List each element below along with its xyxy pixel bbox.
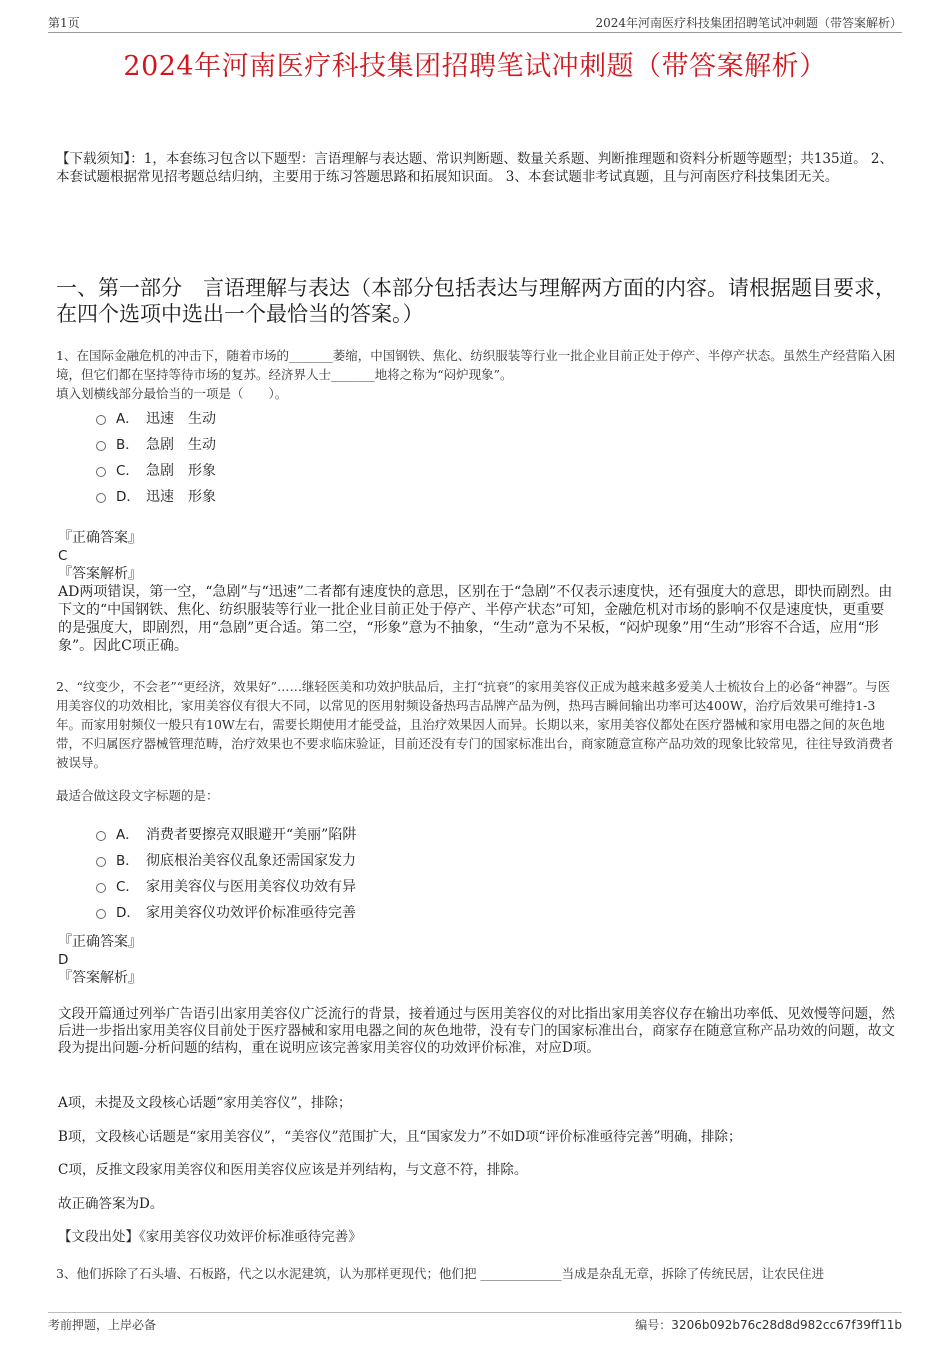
analysis-note-c: C项，反推文段家用美容仪和医用美容仪应该是并列结构，与文意不符，排除。 — [58, 1162, 528, 1178]
section-heading: 一、第一部分 言语理解与表达（本部分包括表达与理解两方面的内容。请根据题目要求，在四个选项中选出一个最恰当的答案。） — [56, 276, 896, 326]
analysis-conclusion: 故正确答案为D。 — [58, 1196, 164, 1212]
footer-code: 编号：3206b092b76c28d8d982cc67f39ff11b — [635, 1318, 902, 1332]
radio-icon[interactable] — [96, 441, 106, 451]
page-number: 第1页 — [48, 16, 80, 30]
question-2-stem — [56, 677, 898, 805]
answer-value: D — [58, 952, 69, 968]
analysis-note-b: B项，文段核心话题是“家用美容仪”，“美容仪”范围扩大，且“国家发力”不如D项“评价标准亟待完善”明确，排除； — [58, 1129, 742, 1145]
question-2-prompt: 最适合做这段文字标题的是： — [56, 788, 219, 803]
question-3-stem: 3、他们拆除了石头墙、石板路，代之以水泥建筑，认为那样更现代；他们把 _____________当成是杂乱无章，拆除了传统民居，让农民住进 — [56, 1266, 825, 1281]
option-q1-d[interactable]: D． 迅速 形象 — [96, 484, 216, 510]
radio-icon[interactable] — [96, 883, 106, 893]
header-doc-title: 2024年河南医疗科技集团招聘笔试冲刺题（带答案解析） — [595, 16, 902, 30]
question-1-prompt: 填入划横线部分最恰当的一项是（ ）。 — [56, 386, 288, 401]
option-q2-c[interactable]: C． 家用美容仪与医用美容仪功效有异 — [96, 874, 356, 900]
question-2-options — [96, 822, 356, 926]
question-2-answer — [58, 933, 898, 987]
question-1-answer — [58, 529, 898, 655]
analysis-text: AD两项错误，第一空，“急剧”与“迅速”二者都有速度快的意思，区别在于“急剧”不仅表示速度快，还有强度大的意思，即快而剧烈。由下文的“中国钢铁、焦化、纺织服装等行业一批企业目前正处于停产、半停产状态”可知，金融危机对市场的影响不仅是速度快，更重要的是强度大，即剧烈，用“急剧”更合适。第二空，“形象”意为不抽象，“生动”意为不呆板，“闷炉现象”用“生动”形容不合适，应用“形象”。因此C项正确。 — [58, 584, 893, 654]
analysis-note-a: A项，未提及文段核心话题“家用美容仪”，排除； — [58, 1095, 352, 1111]
radio-icon[interactable] — [96, 493, 106, 503]
text-source: 【文段出处】《家用美容仪功效评价标准亟待完善》 — [58, 1229, 362, 1245]
radio-icon[interactable] — [96, 831, 106, 841]
option-q2-d[interactable]: D． 家用美容仪功效评价标准亟待完善 — [96, 900, 356, 926]
answer-heading: 『正确答案』 — [58, 530, 142, 546]
question-1-options — [96, 406, 216, 510]
question-1-text: 1、在国际金融危机的冲击下，随着市场的_______萎缩，中国钢铁、焦化、纺织服装等行业一批企业目前正处于停产、半停产状态。虽然生产经营陷入困境，但它们都在坚持等待市场的复苏。经济界人士_______地将之称为“闷炉现象”。 — [56, 348, 896, 382]
radio-icon[interactable] — [96, 909, 106, 919]
option-q1-a[interactable]: A． 迅速 生动 — [96, 406, 216, 432]
option-q1-c[interactable]: C． 急剧 形象 — [96, 458, 216, 484]
radio-icon[interactable] — [96, 467, 106, 477]
document-title: 2024年河南医疗科技集团招聘笔试冲刺题（带答案解析） — [123, 51, 827, 82]
answer-heading: 『正确答案』 — [58, 934, 142, 950]
option-q2-b[interactable]: B． 彻底根治美容仪乱象还需国家发力 — [96, 848, 356, 874]
option-q1-b[interactable]: B． 急剧 生动 — [96, 432, 216, 458]
radio-icon[interactable] — [96, 415, 106, 425]
analysis-text: 文段开篇通过列举广告语引出家用美容仪广泛流行的背景，接着通过与医用美容仪的对比指出家用美容仪存在输出功率低、见效慢等问题，然后进一步指出家用美容仪目前处于医疗器械和家用电器之间的灰色地带，没有专门的国家标准出台，商家存在随意宣称产品功效的问题，故文段为提出问题-分析问题的结构，重在说明应该完善家用美容仪的功效评价标准，对应D项。 — [58, 1006, 895, 1056]
analysis-heading: 『答案解析』 — [58, 566, 142, 582]
download-notice: 【下载须知】：1，本套练习包含以下题型：言语理解与表达题、常识判断题、数量关系题、判断推理题和资料分析题等题型；共135道。 2、本套试题根据常见招考题总结归纳，主要用于练习答题思路和拓展知识面。 3、本套试题非考试真题，且与河南医疗科技集团无关。 — [56, 151, 893, 185]
option-q2-a[interactable]: A． 消费者要擦亮双眼避开“美丽”陷阱 — [96, 822, 356, 848]
page-header — [48, 14, 902, 33]
question-1-stem — [56, 346, 898, 403]
question-2-text: 2、“纹变少，不会老”“更经济，效果好”……继轻医美和功效护肤品后，主打“抗衰”的家用美容仪正成为越来越多爱美人士梳妆台上的必备“神器”。与医用美容仪的功效相比，家用美容仪有很大不同，以常见的医用射频设备热玛吉品牌产品为例，热玛吉瞬间输出功率可达400W，治疗后效果可维持1-3年。而家用射频仪一般只有10W左右，需要长期使用才能受益，且治疗效果因人而异。长期以来，家用美容仪都处在医疗器械和家用电器之间的灰色地带，不归属医疗器械管理范畴，治疗效果也不要求临床验证，目前还没有专门的国家标准出台，商家随意宣称产品功效的现象比较常见，往往导致消费者被误导。 — [56, 679, 894, 770]
radio-icon[interactable] — [96, 857, 106, 867]
footer-slogan: 考前押题，上岸必备 — [48, 1318, 157, 1332]
page-footer — [48, 1312, 902, 1334]
analysis-heading: 『答案解析』 — [58, 970, 142, 986]
answer-value: C — [58, 548, 68, 564]
